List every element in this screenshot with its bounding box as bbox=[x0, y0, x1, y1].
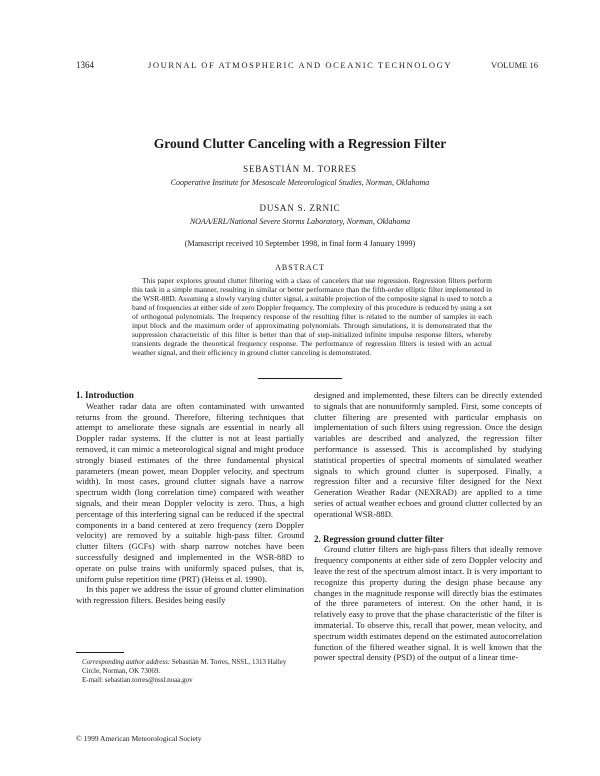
spacer bbox=[314, 520, 542, 534]
right-column bbox=[314, 390, 542, 663]
paragraph: designed and implemented, these filters can be directly extended to signals that are nonuniformly sampled. First, some concepts of clutter filtering are presented with particular emphasis on implementation of such filters using regression. Once the design variables are described and analyzed, the regression filter performance is assessed. This is accomplished by studying statistical properties of spectral moments of simulated weather signals to which ground clutter is superposed. Finally, a regression filter and a recursive filter designed for the Next Generation Weather Radar (NEXRAD) are applied to a time series of actual weather echoes and ground clutter collected by an operational WSR-88D. bbox=[314, 390, 542, 519]
section-heading: 2. Regression ground clutter filter bbox=[314, 533, 444, 544]
author-name: SEBASTIÁN M. TORRES bbox=[243, 164, 357, 174]
manuscript-note: (Manuscript received 10 September 1998, in final form 4 January 1999) bbox=[184, 239, 416, 248]
section-heading: 1. Introduction bbox=[76, 390, 134, 400]
paper-title: Ground Clutter Canceling with a Regression Filter bbox=[153, 136, 447, 151]
copyright: © 1999 American Meteorological Society bbox=[76, 734, 202, 743]
abstract-text: This paper explores ground clutter filtering with a class of cancelers that use regression. Regression filters perform this task in a simple manner, resulting in similar or better performance than the fifth-order elliptic filter implemented in the WSR-88D. Assuming a slowly varying clutter signal, a suitable projection of the composite signal is used to notch a band of frequencies at either side of zero Doppler frequency. The complexity of this procedure is reduced by using a set of orthogonal polynomials. The frequency response of the resulting filter is related to the number of samples in each input block and the maximum order of approximating polynomials. Through simulations, it is demonstrated that the suppression characteristic of this filter is better than that of step-initialized infinite impulse response filters, whereby transients degrade the theoretical frequency response. The performance of regression filters is tested with an actual weather signal, and their efficiency in ground clutter canceling is demonstrated. bbox=[132, 276, 492, 357]
author-affiliation: Cooperative Institute for Mesoscale Meteorological Studies, Norman, Oklahoma bbox=[170, 178, 430, 187]
volume-number: VOLUME 16 bbox=[491, 60, 538, 70]
left-column bbox=[76, 390, 304, 606]
author-name: DUSAN S. ZRNIC bbox=[259, 203, 341, 213]
paragraph: Weather radar data are often contaminated with unwanted returns from the ground. Therefore, filtering techniques that attempt to ameliorate these signals are essential in nearly all Doppler radar systems. If the clutter is not at least partially removed, it can mimic a meteorological signal and might produce strongly biased estimates of the three fundamental physical parameters (mean power, mean Doppler velocity, and spectrum width). In most cases, ground clutter signals have a narrow spectrum width (long correlation time) compared with weather signals, and their mean Doppler velocity is zero. Thus, a high percentage of this interfering signal can be reduced if the spectral components in a band centered at zero frequency (zero Doppler velocity) are removed by a suitable high-pass filter. Ground clutter filters (GCFs) with sharp narrow notches have been successfully designed and implemented in the WSR-88D to operate on pulse trains with uniformly spaced pulses, that is, uniform pulse repetition time (PRT) (Heiss et al. 1990). bbox=[76, 400, 304, 584]
paragraph: In this paper we address the issue of ground clutter elimination with regression filters. Besides being easily bbox=[76, 584, 304, 606]
author-affiliation: NOAA/ERL/National Severe Storms Laboratory, Norman, Oklahoma bbox=[189, 217, 411, 226]
paragraph: Ground clutter filters are high-pass filters that ideally remove frequency components at either side of zero Doppler velocity and leave the rest of the spectrum almost intact. It is very important to recognize this property during the design phase because any changes in the magnitude response will directly bias the estimates of the three parameters of interest. On the other hand, it is relatively easy to prove that the phase characteristic of the filter is immaterial. To observe this, recall that power, mean velocity, and spectrum width estimates depend on the estimated autocorrelation function of the filtered weather signal. It is well known that the power spectral density (PSD) of the output of a linear time- bbox=[314, 544, 542, 663]
page-number: 1364 bbox=[76, 60, 94, 70]
abstract-heading: ABSTRACT bbox=[275, 263, 325, 272]
footnote-label: Corresponding author address: bbox=[82, 658, 171, 666]
footnote bbox=[76, 658, 304, 685]
journal-name: JOURNAL OF ATMOSPHERIC AND OCEANIC TECHNOLOGY bbox=[147, 60, 453, 70]
footnote-address: Sebastián M. Torres, NSSL, 1313 Halley Circle, Norman, OK 73069. bbox=[82, 658, 287, 675]
section-divider bbox=[258, 378, 342, 379]
footnote-email: E-mail: sebastian.torres@nssl.noaa.gov bbox=[82, 676, 193, 684]
footnote-divider bbox=[76, 652, 124, 653]
